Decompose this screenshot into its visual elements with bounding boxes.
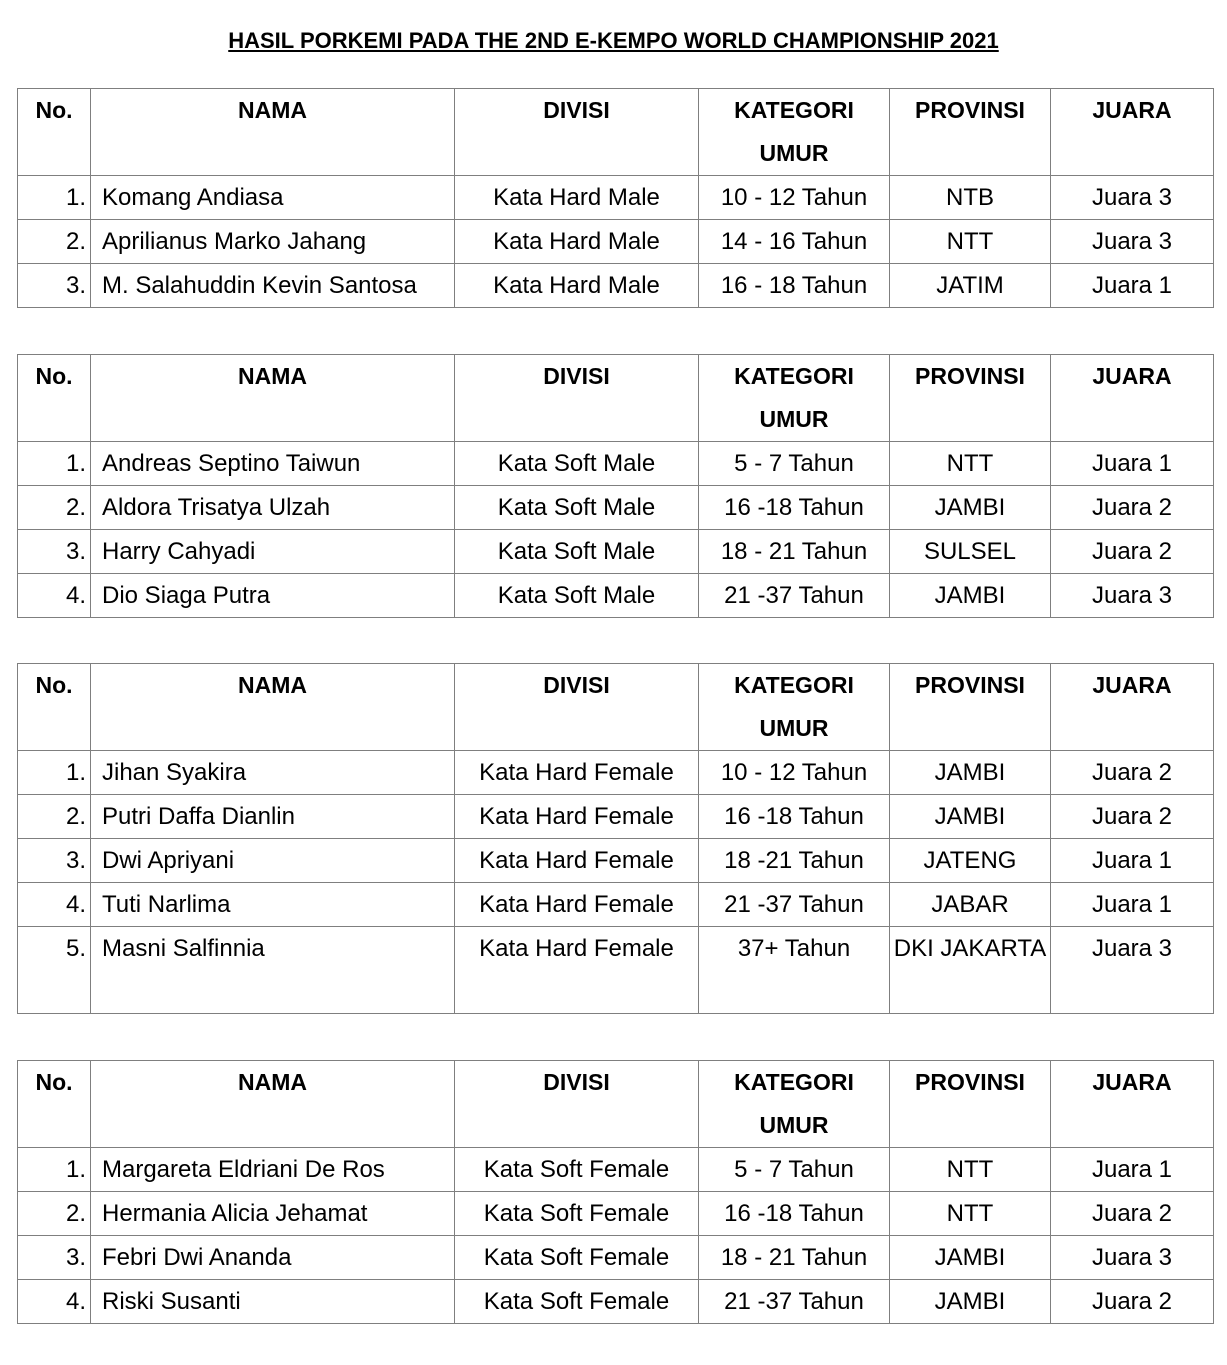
cell-provinsi: NTB (890, 176, 1051, 220)
header-kategori-line1: KATEGORI (734, 363, 854, 389)
cell-juara: Juara 1 (1051, 1148, 1214, 1192)
header-kategori-umur (699, 1061, 890, 1148)
cell-umur: 10 - 12 Tahun (699, 751, 890, 795)
cell-nama: Aprilianus Marko Jahang (91, 220, 455, 264)
cell-juara: Juara 2 (1051, 486, 1214, 530)
table-row (18, 1192, 1214, 1236)
cell-nama: Aldora Trisatya Ulzah (91, 486, 455, 530)
results-table-kata-soft-female (17, 1060, 1214, 1324)
cell-no: 3. (18, 839, 91, 883)
table-header-row (18, 355, 1214, 442)
cell-provinsi: DKI JAKARTA (890, 927, 1051, 1014)
table-row (18, 751, 1214, 795)
cell-nama: Dwi Apriyani (91, 839, 455, 883)
cell-provinsi: JATENG (890, 839, 1051, 883)
table-header-row (18, 1061, 1214, 1148)
table-row (18, 795, 1214, 839)
cell-no: 2. (18, 795, 91, 839)
cell-divisi: Kata Hard Male (455, 176, 699, 220)
cell-juara: Juara 1 (1051, 839, 1214, 883)
header-juara: JUARA (1051, 355, 1214, 442)
header-provinsi: PROVINSI (890, 89, 1051, 176)
header-kategori-line1: KATEGORI (734, 672, 854, 698)
table-row (18, 442, 1214, 486)
cell-juara: Juara 2 (1051, 795, 1214, 839)
cell-divisi: Kata Soft Female (455, 1280, 699, 1324)
cell-umur: 16 - 18 Tahun (699, 264, 890, 308)
table-row (18, 927, 1214, 1014)
header-kategori-line2: UMUR (759, 1112, 829, 1138)
cell-provinsi: JAMBI (890, 795, 1051, 839)
cell-nama: Komang Andiasa (91, 176, 455, 220)
cell-umur: 16 -18 Tahun (699, 795, 890, 839)
cell-no: 2. (18, 220, 91, 264)
cell-provinsi: JABAR (890, 883, 1051, 927)
cell-divisi: Kata Hard Male (455, 220, 699, 264)
cell-nama: Harry Cahyadi (91, 530, 455, 574)
cell-no: 1. (18, 442, 91, 486)
cell-umur: 21 -37 Tahun (699, 574, 890, 618)
cell-juara: Juara 2 (1051, 751, 1214, 795)
cell-nama: Dio Siaga Putra (91, 574, 455, 618)
table-row (18, 220, 1214, 264)
header-nama: NAMA (91, 89, 455, 176)
cell-juara: Juara 1 (1051, 264, 1214, 308)
cell-provinsi: JATIM (890, 264, 1051, 308)
cell-no: 2. (18, 486, 91, 530)
table-row (18, 1280, 1214, 1324)
cell-umur: 18 - 21 Tahun (699, 530, 890, 574)
cell-nama: Tuti Narlima (91, 883, 455, 927)
cell-umur: 18 - 21 Tahun (699, 1236, 890, 1280)
header-nama: NAMA (91, 664, 455, 751)
cell-no: 5. (18, 927, 91, 1014)
header-kategori-umur (699, 89, 890, 176)
header-no: No. (18, 1061, 91, 1148)
table-row (18, 530, 1214, 574)
cell-no: 1. (18, 176, 91, 220)
header-no: No. (18, 355, 91, 442)
header-provinsi: PROVINSI (890, 1061, 1051, 1148)
cell-divisi: Kata Soft Male (455, 486, 699, 530)
cell-provinsi: JAMBI (890, 574, 1051, 618)
cell-nama: Riski Susanti (91, 1280, 455, 1324)
cell-umur: 18 -21 Tahun (699, 839, 890, 883)
header-kategori-umur (699, 664, 890, 751)
results-table-kata-hard-male (17, 88, 1214, 308)
cell-provinsi: JAMBI (890, 1280, 1051, 1324)
table-row (18, 839, 1214, 883)
header-divisi: DIVISI (455, 1061, 699, 1148)
header-divisi: DIVISI (455, 89, 699, 176)
cell-no: 3. (18, 264, 91, 308)
table-row (18, 486, 1214, 530)
table-row (18, 1236, 1214, 1280)
header-divisi: DIVISI (455, 664, 699, 751)
table-row (18, 264, 1214, 308)
cell-nama: Hermania Alicia Jehamat (91, 1192, 455, 1236)
cell-juara: Juara 3 (1051, 176, 1214, 220)
results-table-kata-hard-female (17, 663, 1214, 1014)
cell-divisi: Kata Hard Female (455, 883, 699, 927)
cell-no: 1. (18, 751, 91, 795)
cell-no: 3. (18, 1236, 91, 1280)
cell-juara: Juara 2 (1051, 530, 1214, 574)
header-kategori-line2: UMUR (759, 140, 829, 166)
cell-divisi: Kata Soft Male (455, 442, 699, 486)
cell-provinsi: SULSEL (890, 530, 1051, 574)
header-kategori-line2: UMUR (759, 715, 829, 741)
cell-nama: Putri Daffa Dianlin (91, 795, 455, 839)
table-row (18, 883, 1214, 927)
header-juara: JUARA (1051, 89, 1214, 176)
header-nama: NAMA (91, 1061, 455, 1148)
cell-divisi: Kata Hard Male (455, 264, 699, 308)
cell-juara: Juara 2 (1051, 1192, 1214, 1236)
header-kategori-line2: UMUR (759, 406, 829, 432)
cell-divisi: Kata Soft Female (455, 1236, 699, 1280)
table-header-row (18, 89, 1214, 176)
cell-divisi: Kata Hard Female (455, 927, 699, 1014)
cell-juara: Juara 3 (1051, 574, 1214, 618)
header-no: No. (18, 89, 91, 176)
cell-provinsi: NTT (890, 1148, 1051, 1192)
cell-divisi: Kata Soft Female (455, 1148, 699, 1192)
cell-juara: Juara 1 (1051, 442, 1214, 486)
cell-juara: Juara 3 (1051, 927, 1214, 1014)
cell-provinsi: NTT (890, 1192, 1051, 1236)
header-provinsi: PROVINSI (890, 664, 1051, 751)
cell-juara: Juara 3 (1051, 220, 1214, 264)
cell-nama: Masni Salfinnia (91, 927, 455, 1014)
cell-no: 4. (18, 1280, 91, 1324)
cell-umur: 14 - 16 Tahun (699, 220, 890, 264)
header-no: No. (18, 664, 91, 751)
header-provinsi: PROVINSI (890, 355, 1051, 442)
header-juara: JUARA (1051, 664, 1214, 751)
cell-umur: 5 - 7 Tahun (699, 442, 890, 486)
header-kategori-line1: KATEGORI (734, 1069, 854, 1095)
cell-nama: M. Salahuddin Kevin Santosa (91, 264, 455, 308)
cell-umur: 37+ Tahun (699, 927, 890, 1014)
cell-provinsi: JAMBI (890, 486, 1051, 530)
cell-no: 2. (18, 1192, 91, 1236)
header-juara: JUARA (1051, 1061, 1214, 1148)
cell-divisi: Kata Soft Male (455, 574, 699, 618)
cell-no: 3. (18, 530, 91, 574)
header-nama: NAMA (91, 355, 455, 442)
cell-divisi: Kata Hard Female (455, 795, 699, 839)
table-row (18, 574, 1214, 618)
cell-no: 1. (18, 1148, 91, 1192)
cell-umur: 16 -18 Tahun (699, 1192, 890, 1236)
cell-divisi: Kata Soft Female (455, 1192, 699, 1236)
cell-provinsi: NTT (890, 220, 1051, 264)
cell-umur: 10 - 12 Tahun (699, 176, 890, 220)
cell-umur: 16 -18 Tahun (699, 486, 890, 530)
cell-divisi: Kata Hard Female (455, 839, 699, 883)
header-kategori-umur (699, 355, 890, 442)
cell-nama: Andreas Septino Taiwun (91, 442, 455, 486)
page-title: HASIL PORKEMI PADA THE 2ND E-KEMPO WORLD CHAMPIONSHIP 2021 (228, 28, 999, 53)
cell-provinsi: JAMBI (890, 1236, 1051, 1280)
cell-provinsi: JAMBI (890, 751, 1051, 795)
cell-provinsi: NTT (890, 442, 1051, 486)
cell-no: 4. (18, 574, 91, 618)
cell-umur: 5 - 7 Tahun (699, 1148, 890, 1192)
table-header-row (18, 664, 1214, 751)
table-row (18, 1148, 1214, 1192)
cell-juara: Juara 2 (1051, 1280, 1214, 1324)
table-row (18, 176, 1214, 220)
cell-nama: Margareta Eldriani De Ros (91, 1148, 455, 1192)
header-kategori-line1: KATEGORI (734, 97, 854, 123)
cell-umur: 21 -37 Tahun (699, 883, 890, 927)
cell-no: 4. (18, 883, 91, 927)
cell-juara: Juara 3 (1051, 1236, 1214, 1280)
cell-nama: Febri Dwi Ananda (91, 1236, 455, 1280)
results-table-kata-soft-male (17, 354, 1214, 618)
cell-divisi: Kata Soft Male (455, 530, 699, 574)
cell-juara: Juara 1 (1051, 883, 1214, 927)
cell-divisi: Kata Hard Female (455, 751, 699, 795)
cell-umur: 21 -37 Tahun (699, 1280, 890, 1324)
header-divisi: DIVISI (455, 355, 699, 442)
cell-nama: Jihan Syakira (91, 751, 455, 795)
